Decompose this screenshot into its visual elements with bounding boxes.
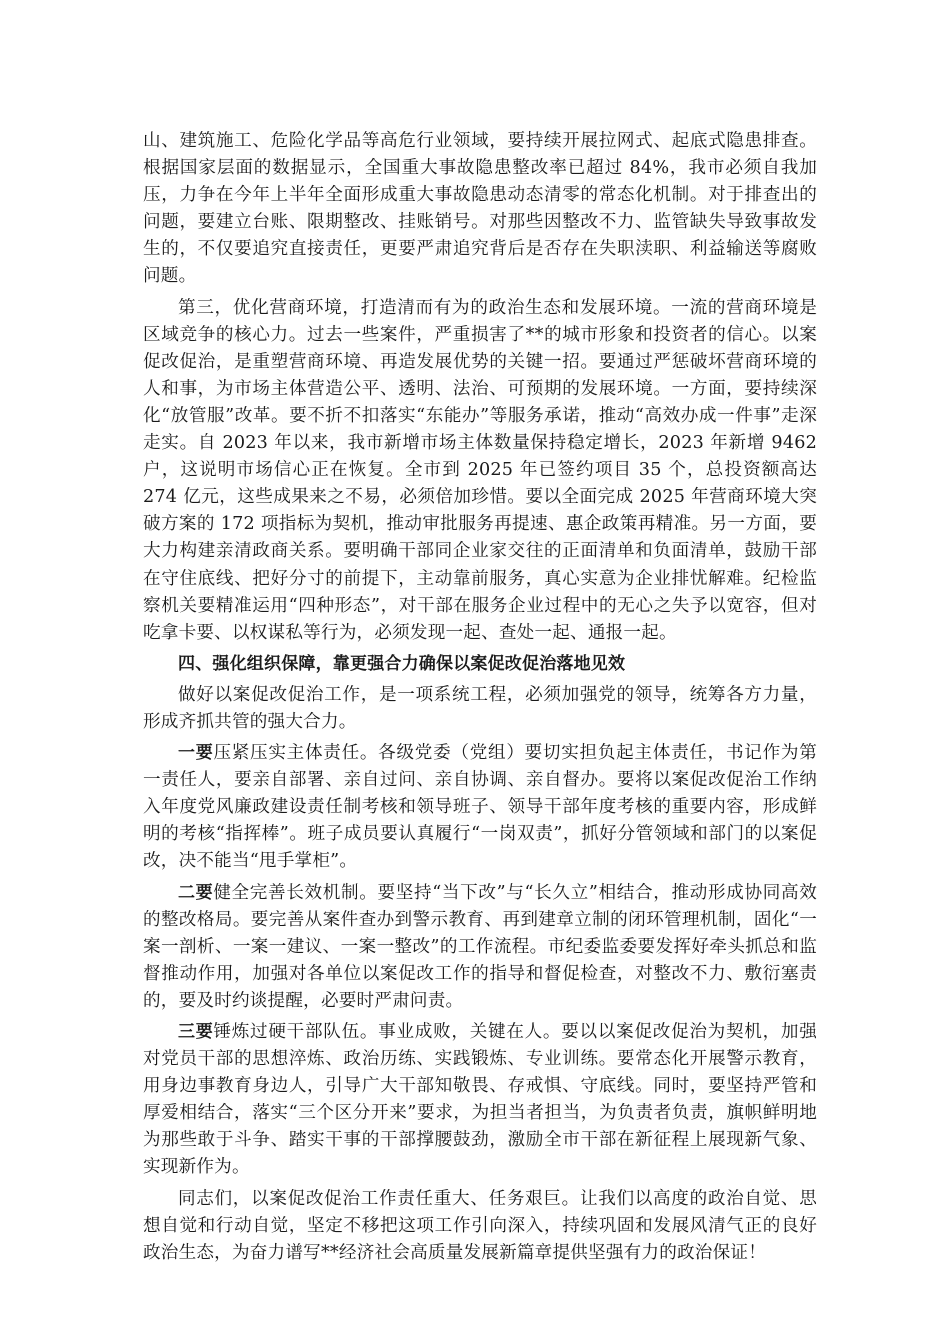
paragraph-business-environment: 第三，优化营商环境，打造清而有为的政治生态和发展环境。一流的营商环境是区域竞争的核心力。过去一些案件，严重损害了**的城市形象和投资者的信心。以案促改促治，是重塑营商环境、再造发展优势的关键一招。要通过严惩破坏营商环境的人和事，为市场主体营造公平、透明、法治、可预期的发展环境。一方面，要持续深化“放管服”改革。要不折不扣落实“东能办”等服务承诺，推动“高效办成一件事”走深走实。自 2023 年以来，我市新增市场主体数量保持稳定增长，2023 年新增 9462 户，这说明市场信心正在恢复。全市到 2025 年已签约项目 35 个，总投资额高达 274 亿元，这些成果来之不易，必须倍加珍惜。要以全面完成 2025 年营商环境大突破方案的 172 项指标为契机，推动审批服务再提速、惠企政策再精准。另一方面，要大力构建亲清政商关系。要明确干部同企业家交往的正面清单和负面清单，鼓励干部在守住底线、把好分寸的前提下，主动靠前服务，真心实意为企业排忧解难。纪检监察机关要精准运用“四种形态”，对干部在服务企业过程中的无心之失予以宽容，但对吃拿卡要、以权谋私等行为，必须发现一起、查处一起、通报一起。 — [143, 297, 817, 643]
item-lead: 一要 — [178, 743, 214, 764]
paragraph-system-engineering: 做好以案促改促治工作，是一项系统工程，必须加强党的领导，统筹各方力量，形成齐抓共管的强大合力。 — [143, 684, 817, 732]
section-heading-four: 四、强化组织保障，靠更强合力确保以案促改促治落地见效 — [178, 653, 626, 674]
paragraph-continued: 山、建筑施工、危险化学品等高危行业领域，要持续开展拉网式、起底式隐患排查。根据国家层面的数据显示，全国重大事故隐患整改率已超过 84%，我市必须自我加压，力争在今年上半年全面形成重大事故隐患动态清零的常态化机制。对于排查出的问题，要建立台账、限期整改、挂账销号。对那些因整改不力、监管缺失导致事故发生的，不仅要追究直接责任，更要严肃追究背后是否存在失职渎职、利益输送等腐败问题。 — [143, 131, 817, 287]
document-body — [143, 128, 817, 1267]
item-lead: 三要 — [178, 1022, 214, 1042]
item-responsibility — [143, 740, 817, 875]
item-lead: 二要 — [178, 882, 214, 903]
item-mechanism — [143, 880, 817, 1015]
paragraph-closing: 同志们，以案促改促治工作责任重大、任务艰巨。让我们以高度的政治自觉、思想自觉和行动自觉，坚定不移把这项工作引向深入，持续巩固和发展风清气正的良好政治生态，为奋力谱写**经济社会高质量发展新篇章提供坚强有力的政治保证！ — [143, 1188, 817, 1263]
item-text: 压紧压实主体责任。各级党委（党组）要切实担负起主体责任，书记作为第一责任人，要亲自部署、亲自过问、亲自协调、亲自督办。要将以案促改促治工作纳入年度党风廉政建设责任制考核和领导班子、领导干部年度考核的重要内容，形成鲜明的考核“指挥棒”。班子成员要认真履行“一岗双责”，抓好分管领域和部门的以案促改，决不能当“甩手掌柜”。 — [143, 743, 818, 872]
item-text: 锤炼过硬干部队伍。事业成败，关键在人。要以以案促改促治为契机，加强对党员干部的思想淬炼、政治历练、实践锻炼、专业训练。要常态化开展警示教育，用身边事教育身边人，引导广大干部知敬畏、存戒惧、守底线。同时，要坚持严管和厚爱相结合，落实“三个区分开来”要求，为担当者担当，为负责者负责，旗帜鲜明地为那些敢于斗争、踏实干事的干部撑腰鼓劲，激励全市干部在新征程上展现新气象、实现新作为。 — [143, 1022, 818, 1178]
item-text: 健全完善长效机制。要坚持“当下改”与“长久立”相结合，推动形成协同高效的整改格局。要完善从案件查办到警示教育、再到建章立制的闭环管理机制，固化“一案一剖析、一案一建议、一案一整改”的工作流程。市纪委监委要发挥好牵头抓总和监督推动作用，加强对各单位以案促改工作的指导和督促检查，对整改不力、敷衍塞责的，要及时约谈提醒，必要时严肃问责。 — [143, 882, 818, 1011]
item-cadre-team — [143, 1019, 817, 1182]
